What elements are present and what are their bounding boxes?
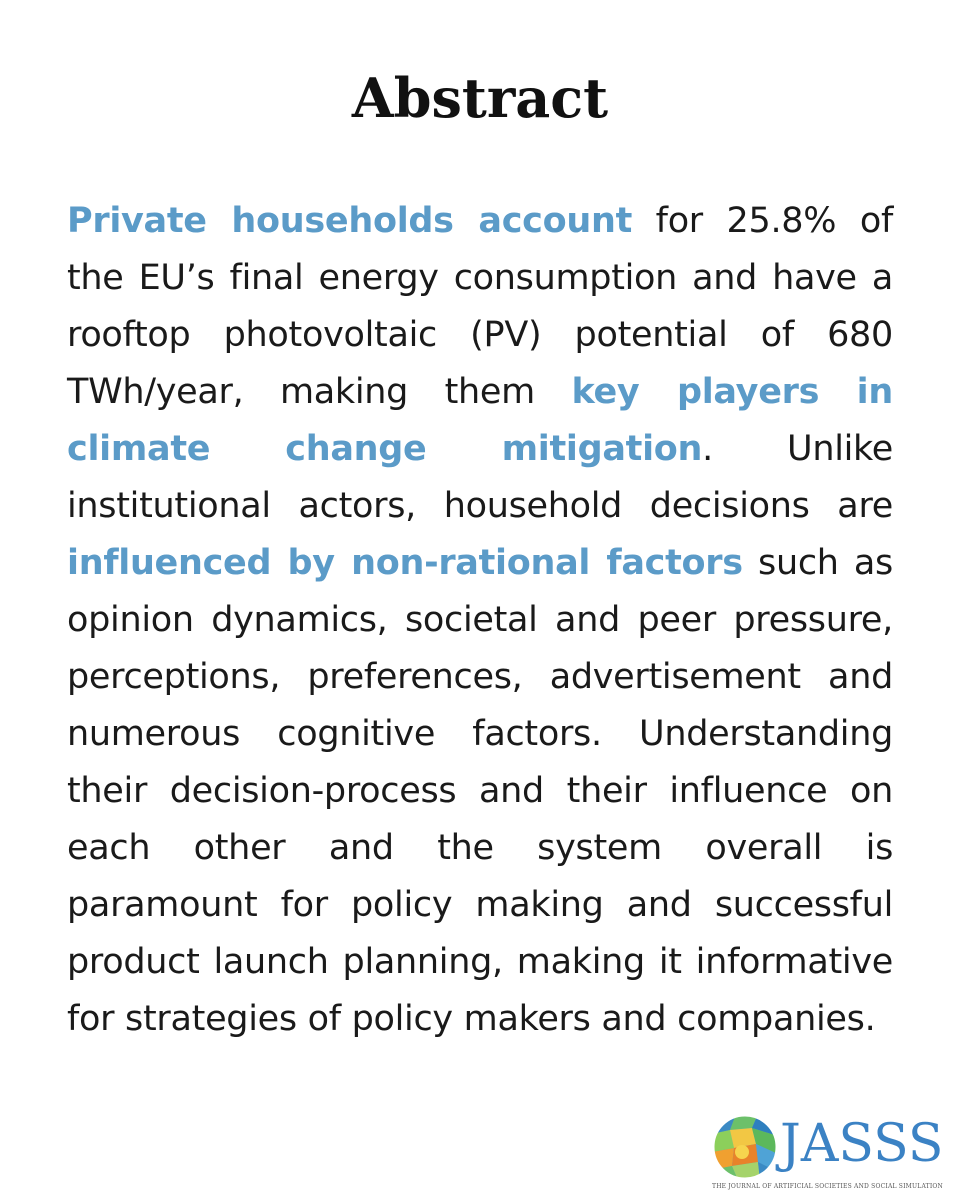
logo-wordmark: JASSS <box>780 1114 944 1174</box>
abstract-paragraph <box>67 193 893 1048</box>
abstract-text-2: . Unlike institutional actors, household decisions are <box>67 429 894 526</box>
highlight-non-rational-factors: influenced by non-rational factors <box>67 543 743 583</box>
highlight-private-households: Private households account <box>67 201 633 241</box>
highlight-key-players: key players in climate change mitigation <box>67 372 893 469</box>
abstract-text-3: such as opinion dynamics, societal and peer pressure, perceptions, preferences, advertisement and numerous cognitive factors. Understanding their decision-process and their influence on each other and the system overall is paramount for policy making and successful product launch planning, making it informative for strategies of policy makers and companies. <box>67 543 893 1039</box>
logo-subtitle: THE JOURNAL OF ARTIFICIAL SOCIETIES AND SOCIAL SIMULATION <box>712 1183 943 1190</box>
globe-mosaic-icon <box>712 1114 778 1180</box>
page-title: Abstract <box>351 66 609 130</box>
abstract-text-1: for 25.8% of the EU’s final energy consumption and have a rooftop photovoltaic (PV) potential of 680 TWh/year, making them <box>67 201 893 412</box>
jasss-logo <box>712 1112 952 1192</box>
